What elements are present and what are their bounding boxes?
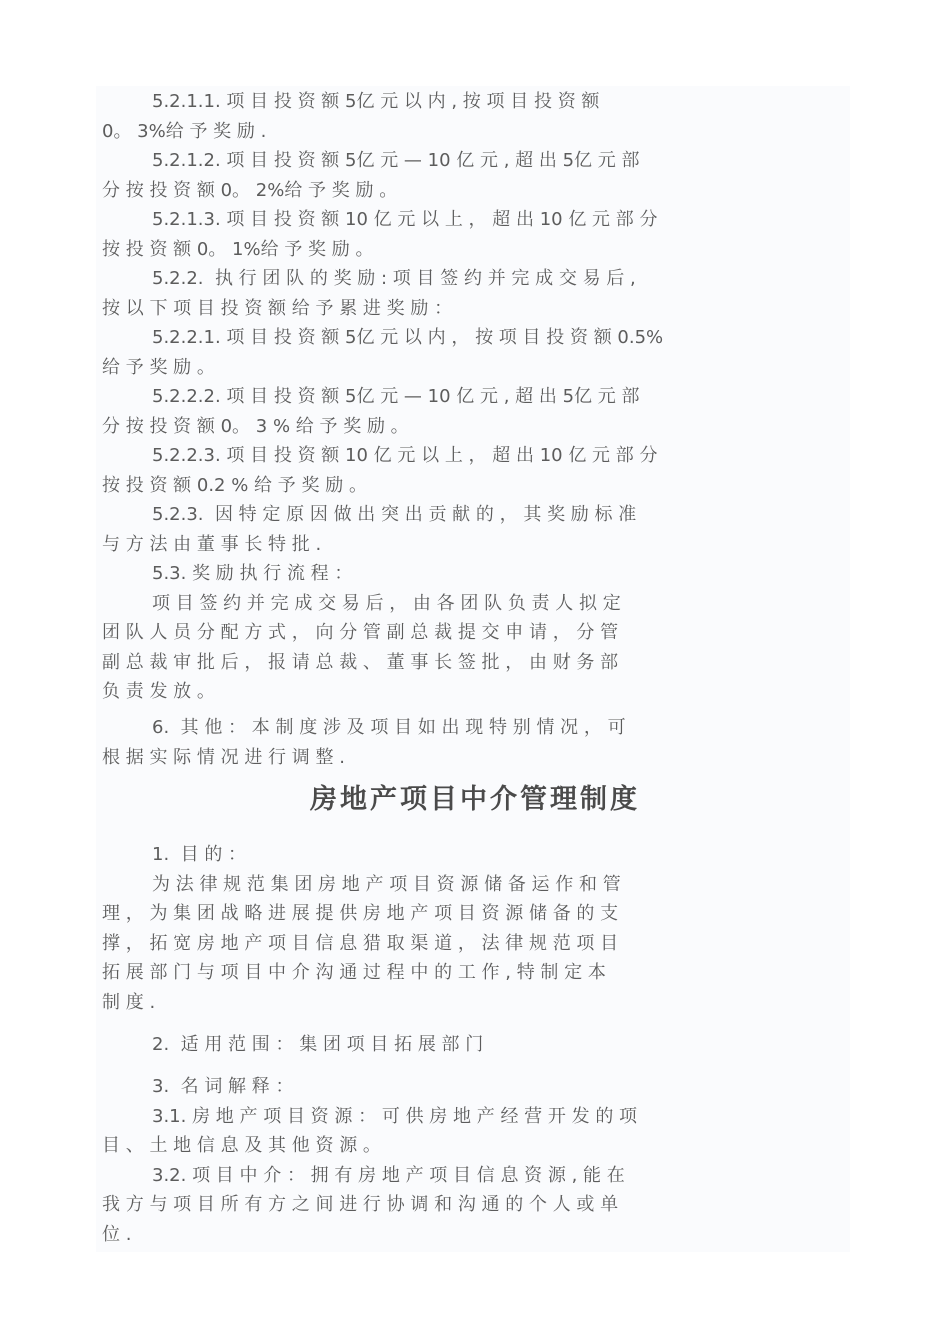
text-line: 制 度 . [102, 992, 156, 1013]
text-line: 给 予 奖 励 。 [102, 357, 215, 378]
text-line: 5.3. 奖 励 执 行 流 程 ： [152, 563, 353, 584]
text-line: 6. 其 他 ： 本 制 度 涉 及 项 目 如 出 现 特 别 情 况 ， 可 [152, 717, 626, 738]
text-line: 1. 目 的 ： [152, 844, 247, 865]
text-line: 撑 ， 拓 宽 房 地 产 项 目 信 息 猎 取 渠 道 ， 法 律 规 范 项 目 [102, 933, 619, 954]
text-line: 为 法 律 规 范 集 团 房 地 产 项 目 资 源 储 备 运 作 和 管 [152, 874, 621, 895]
text-line: 5.2.2.3. 项 目 投 资 额 10 亿 元 以 上 ， 超 出 10 亿 元 部 分 [152, 445, 658, 466]
text-line: 团 队 人 员 分 配 方 式 ， 向 分 管 副 总 裁 提 交 申 请 ， 分 管 [102, 622, 619, 643]
text-line: 按 以 下 项 目 投 资 额 给 予 累 进 奖 励 ： [102, 298, 453, 319]
text-line: 分 按 投 资 额 0。 3 % 给 予 奖 励 。 [102, 416, 409, 437]
text-line: 3. 名 词 解 释 ： [152, 1076, 294, 1097]
text-line: 5.2.1.2. 项 目 投 资 额 5亿 元 — 10 亿 元 , 超 出 5亿 元 部 [152, 150, 640, 171]
text-line: 3.1. 房 地 产 项 目 资 源 ： 可 供 房 地 产 经 营 开 发 的 项 [152, 1106, 638, 1127]
text-line: 5.2.1.3. 项 目 投 资 额 10 亿 元 以 上 ， 超 出 10 亿 元 部 分 [152, 209, 658, 230]
document-title: 房地产项目中介管理制度 [310, 784, 640, 815]
text-line: 5.2.3. 因 特 定 原 因 做 出 突 出 贡 献 的 ， 其 奖 励 标 准 [152, 504, 637, 525]
text-line: 分 按 投 资 额 0。 2%给 予 奖 励 。 [102, 180, 398, 201]
text-line: 2. 适 用 范 围 ： 集 团 项 目 拓 展 部 门 [152, 1034, 484, 1055]
text-line: 根 据 实 际 情 况 进 行 调 整 . [102, 747, 345, 768]
text-line: 理 ， 为 集 团 战 略 进 展 提 供 房 地 产 项 目 资 源 储 备 的 支 [102, 903, 619, 924]
text-line: 0。 3%给 予 奖 励 . [102, 121, 267, 142]
text-line: 5.2.1.1. 项 目 投 资 额 5亿 元 以 内 , 按 项 目 投 资 额 [152, 91, 600, 112]
text-line: 按 投 资 额 0.2 % 给 予 奖 励 。 [102, 475, 367, 496]
text-line: 负 责 发 放 。 [102, 681, 215, 702]
text-line: 5.2.2.2. 项 目 投 资 额 5亿 元 — 10 亿 元 , 超 出 5亿 元 部 [152, 386, 640, 407]
text-line: 3.2. 项 目 中 介 ： 拥 有 房 地 产 项 目 信 息 资 源 , 能 在 [152, 1165, 625, 1186]
text-line: 与 方 法 由 董 事 长 特 批 . [102, 534, 322, 555]
text-line: 目 、 土 地 信 息 及 其 他 资 源 。 [102, 1135, 381, 1156]
text-line: 5.2.2.1. 项 目 投 资 额 5亿 元 以 内 ， 按 项 目 投 资 额 0.5% [152, 327, 664, 348]
text-line: 5.2.2. 执 行 团 队 的 奖 励 : 项 目 签 约 并 完 成 交 易 后 , [152, 268, 636, 289]
text-line: 按 投 资 额 0。 1%给 予 奖 励 。 [102, 239, 374, 260]
text-line: 项 目 签 约 并 完 成 交 易 后 ， 由 各 团 队 负 责 人 拟 定 [152, 593, 621, 614]
text-line: 我 方 与 项 目 所 有 方 之 间 进 行 协 调 和 沟 通 的 个 人 或 单 [102, 1194, 619, 1215]
text-line: 位 . [102, 1224, 132, 1245]
text-line: 拓 展 部 门 与 项 目 中 介 沟 通 过 程 中 的 工 作 , 特 制 定 本 [102, 962, 606, 983]
text-line: 副 总 裁 审 批 后 ， 报 请 总 裁 、 董 事 长 签 批 ， 由 财 务 部 [102, 652, 619, 673]
